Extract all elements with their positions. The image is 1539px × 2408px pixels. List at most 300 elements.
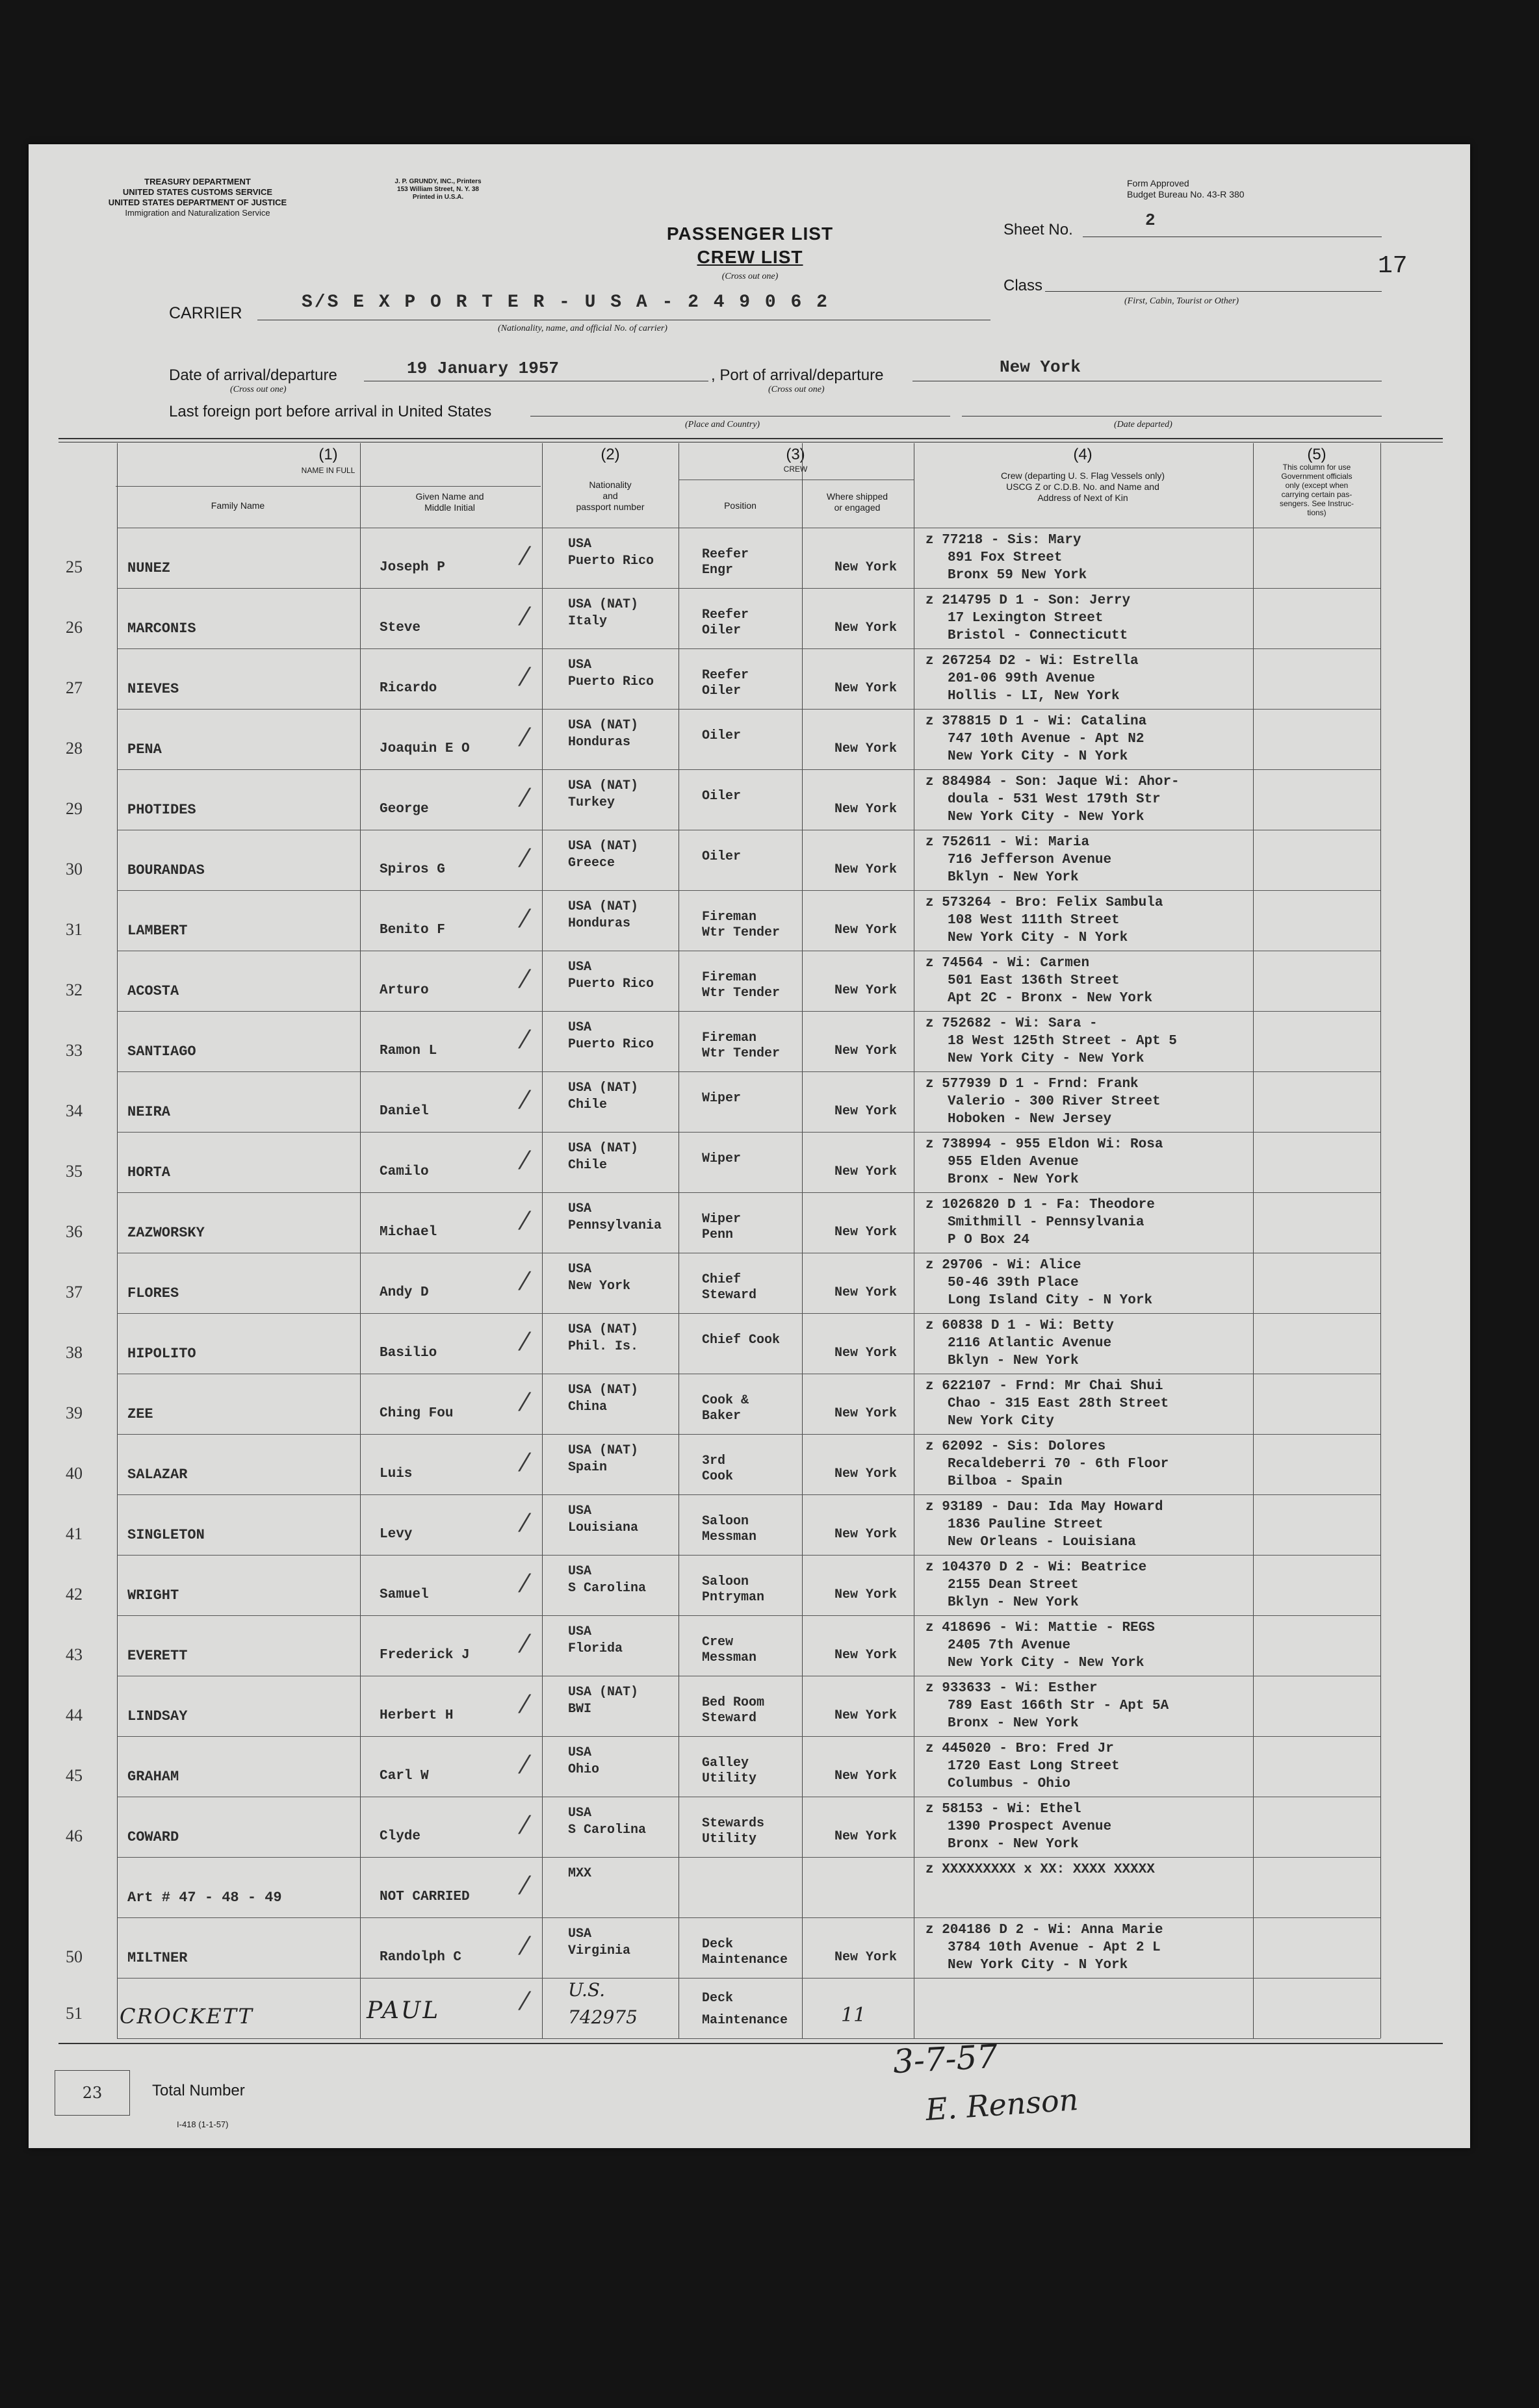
crew-kin-line: z 267254 D2 - Wi: Estrella bbox=[925, 654, 1139, 669]
checkmark: ⁄ bbox=[523, 723, 527, 752]
crew-kin-line: Bronx - New York bbox=[948, 1837, 1079, 1852]
col5-number: (5) bbox=[1307, 446, 1326, 463]
carrier-label: CARRIER bbox=[169, 304, 242, 322]
crew-kin-line: z 214795 D 1 - Son: Jerry bbox=[925, 593, 1131, 608]
crew-kin-line: Bklyn - New York bbox=[948, 870, 1079, 885]
family-name: EVERETT bbox=[127, 1648, 188, 1664]
crew-kin-line: z 62092 - Sis: Dolores bbox=[925, 1439, 1106, 1454]
position-detail: Cook bbox=[702, 1469, 734, 1484]
family-name: MARCONIS bbox=[127, 621, 196, 637]
sheet-label: Sheet No. bbox=[1003, 221, 1073, 238]
total-label: Total Number bbox=[152, 2082, 245, 2099]
where-shipped: New York bbox=[834, 1829, 898, 1844]
crew-kin-line: New York City bbox=[948, 1414, 1054, 1429]
signature-date: 3-7-57 bbox=[892, 2037, 999, 2081]
form-approved-line: Budget Bureau No. 43-R 380 bbox=[1127, 189, 1245, 199]
family-name: FLORES bbox=[127, 1285, 179, 1301]
nationality: USA bbox=[568, 1262, 592, 1277]
given-name: Benito F bbox=[380, 923, 445, 938]
crew-kin-line: z 74564 - Wi: Carmen bbox=[925, 956, 1090, 971]
crew-kin-line: P O Box 24 bbox=[948, 1233, 1030, 1248]
nationality: USA (NAT) bbox=[568, 778, 639, 793]
crew-kin-line: New York City - New York bbox=[948, 810, 1145, 825]
nationality-detail: S Carolina bbox=[568, 1581, 647, 1596]
checkmark: ⁄ bbox=[523, 1750, 527, 1779]
row-number: 51 bbox=[66, 2004, 83, 2023]
position-detail: Pntryman bbox=[702, 1590, 765, 1605]
form-approved-line: Form Approved bbox=[1127, 178, 1189, 188]
col-crew-line: USCG Z or C.D.B. No. and Name and bbox=[1006, 481, 1159, 492]
checkmark: ⁄ bbox=[523, 1025, 527, 1054]
crew-kin-line: 2116 Atlantic Avenue bbox=[948, 1336, 1112, 1351]
crew-kin-line: 1390 Prospect Avenue bbox=[948, 1819, 1112, 1834]
checkmark: ⁄ bbox=[523, 1509, 527, 1537]
position: Saloon bbox=[702, 1574, 749, 1589]
position-detail: Oiler bbox=[702, 623, 742, 638]
crew-kin-line: Columbus - Ohio bbox=[948, 1776, 1071, 1791]
position: Crew bbox=[702, 1635, 734, 1650]
crew-kin-line: z 58153 - Wi: Ethel bbox=[925, 1802, 1081, 1817]
crew-kin-line: doula - 531 West 179th Str bbox=[948, 792, 1161, 807]
nationality-detail: S Carolina bbox=[568, 1823, 647, 1838]
col-gov-line: only (except when bbox=[1285, 481, 1349, 490]
position-detail: Penn bbox=[702, 1227, 734, 1242]
crew-kin-line: Bronx 59 New York bbox=[948, 568, 1087, 583]
row-number: 32 bbox=[66, 980, 83, 999]
nationality-detail: New York bbox=[568, 1279, 631, 1294]
crew-kin-line: z 77218 - Sis: Mary bbox=[925, 533, 1081, 548]
grid-row-line bbox=[117, 1736, 1380, 1737]
row-number: 41 bbox=[66, 1524, 83, 1543]
position: Fireman bbox=[702, 910, 757, 925]
checkmark: ⁄ bbox=[523, 1086, 527, 1114]
position-detail: Messman bbox=[702, 1650, 757, 1665]
given-name: Daniel bbox=[380, 1104, 429, 1119]
position: Wiper bbox=[702, 1091, 742, 1106]
given-name: Luis bbox=[380, 1467, 413, 1481]
given-name: Basilio bbox=[380, 1346, 437, 1361]
position: Chief bbox=[702, 1272, 742, 1287]
crew-kin-line: Bklyn - New York bbox=[948, 1353, 1079, 1368]
family-name: WRIGHT bbox=[127, 1587, 179, 1604]
family-name: Art # 47 - 48 - 49 bbox=[127, 1889, 282, 1906]
nationality: MXX bbox=[568, 1866, 592, 1881]
crew-kin-line: 891 Fox Street bbox=[948, 550, 1063, 565]
col-where-shipped bbox=[802, 491, 912, 513]
crew-kin-line: 955 Elden Avenue bbox=[948, 1155, 1079, 1170]
row-number: 25 bbox=[66, 557, 83, 576]
row-number: 39 bbox=[66, 1403, 83, 1422]
port-value: New York bbox=[1000, 357, 1081, 377]
nationality: USA bbox=[568, 1020, 592, 1035]
checkmark: ⁄ bbox=[523, 1448, 527, 1477]
given-name: Ramon L bbox=[380, 1044, 437, 1058]
cross-out-note: (Cross out one) bbox=[721, 272, 779, 281]
nationality: USA bbox=[568, 1624, 592, 1639]
crew-kin-line: z 204186 D 2 - Wi: Anna Marie bbox=[925, 1923, 1163, 1938]
crew-kin-line: Recaldeberri 70 - 6th Floor bbox=[948, 1457, 1169, 1472]
place-note: (Place and Country) bbox=[685, 420, 760, 429]
crew-list-document bbox=[29, 144, 1470, 2148]
nationality-detail: Puerto Rico bbox=[568, 674, 654, 689]
checkmark: ⁄ bbox=[523, 1569, 527, 1598]
crew-kin-line: 1836 Pauline Street bbox=[948, 1517, 1104, 1532]
position-detail: Messman bbox=[702, 1530, 757, 1544]
crew-kin-line: Bilboa - Spain bbox=[948, 1474, 1063, 1489]
family-name: COWARD bbox=[127, 1829, 179, 1845]
position: 3rd bbox=[702, 1454, 726, 1468]
position: Oiler bbox=[702, 728, 742, 743]
nationality-detail: Spain bbox=[568, 1460, 608, 1475]
where-shipped: New York bbox=[834, 1406, 898, 1421]
row-number: 26 bbox=[66, 618, 83, 637]
nationality-detail: China bbox=[568, 1400, 608, 1415]
given-name: Samuel bbox=[380, 1587, 429, 1602]
nationality: USA (NAT) bbox=[568, 1322, 639, 1337]
row-number: 30 bbox=[66, 860, 83, 878]
total-count: 23 bbox=[82, 2084, 103, 2102]
nationality: USA bbox=[568, 1927, 592, 1941]
crew-kin-line: z 933633 - Wi: Esther bbox=[925, 1681, 1098, 1696]
nationality: USA bbox=[568, 1504, 592, 1518]
nationality-detail: Chile bbox=[568, 1097, 608, 1112]
checkmark: ⁄ bbox=[523, 542, 527, 570]
checkmark: ⁄ bbox=[523, 904, 527, 933]
crew-kin-line: 3784 10th Avenue - Apt 2 L bbox=[948, 1940, 1161, 1955]
crew-kin-line: 716 Jefferson Avenue bbox=[948, 852, 1112, 867]
position: Chief Cook bbox=[702, 1333, 781, 1348]
nationality-detail: Honduras bbox=[568, 735, 631, 750]
row-number: 28 bbox=[66, 739, 83, 758]
col-crew-line: Crew (departing U. S. Flag Vessels only) bbox=[1000, 470, 1165, 481]
position-detail: Wtr Tender bbox=[702, 925, 781, 940]
grid-row-line bbox=[117, 1132, 1380, 1133]
checkmark: ⁄ bbox=[523, 1987, 527, 2016]
crew-kin-line: z 60838 D 1 - Wi: Betty bbox=[925, 1318, 1114, 1333]
form-approved bbox=[1127, 178, 1245, 200]
position-detail: Utility bbox=[702, 1832, 757, 1847]
where-shipped: New York bbox=[834, 1285, 898, 1300]
grid-row-line bbox=[117, 1071, 1380, 1072]
printer-line: 153 William Street, N. Y. 38 bbox=[397, 186, 479, 193]
crew-kin-line: z 752682 - Wi: Sara - bbox=[925, 1016, 1098, 1031]
grid-row-line bbox=[117, 709, 1380, 710]
crew-kin-line: 50-46 39th Place bbox=[948, 1275, 1079, 1290]
crew-kin-line: Valerio - 300 River Street bbox=[948, 1094, 1161, 1109]
row-number: 43 bbox=[66, 1645, 83, 1664]
checkmark: ⁄ bbox=[523, 1267, 527, 1296]
family-name: HIPOLITO bbox=[127, 1346, 196, 1362]
given-name: Levy bbox=[380, 1527, 413, 1542]
crew-kin-line: Bronx - New York bbox=[948, 1716, 1079, 1731]
crew-kin-line: 501 East 136th Street bbox=[948, 973, 1120, 988]
where-shipped: New York bbox=[834, 862, 898, 877]
col-family-name: Family Name bbox=[211, 500, 265, 511]
nationality-detail: Turkey bbox=[568, 795, 615, 810]
grid-row-line bbox=[117, 1192, 1380, 1193]
where-shipped: New York bbox=[834, 1950, 898, 1965]
col2-number: (2) bbox=[601, 446, 620, 463]
checkmark: ⁄ bbox=[523, 663, 527, 691]
crew-kin-line: z 884984 - Son: Jaque Wi: Ahor- bbox=[925, 775, 1180, 789]
where-shipped: New York bbox=[834, 1225, 898, 1240]
given-name: NOT CARRIED bbox=[380, 1889, 470, 1904]
family-name: LAMBERT bbox=[127, 923, 188, 939]
family-name: SANTIAGO bbox=[127, 1044, 196, 1060]
position: Deck bbox=[702, 1937, 734, 1952]
family-name: LINDSAY bbox=[127, 1708, 188, 1724]
position: Galley bbox=[702, 1756, 749, 1771]
checkmark: ⁄ bbox=[523, 1146, 527, 1175]
crew-kin-line: New York City - N York bbox=[948, 930, 1128, 945]
crew-kin-line: New York City - New York bbox=[948, 1051, 1145, 1066]
row-number: 29 bbox=[66, 799, 83, 818]
family-name: HORTA bbox=[127, 1164, 171, 1181]
where-shipped: New York bbox=[834, 741, 898, 756]
family-name: SINGLETON bbox=[127, 1527, 205, 1543]
family-name-handwritten: CROCKETT bbox=[120, 2004, 253, 2029]
checkmark: ⁄ bbox=[523, 1932, 527, 1960]
col-gov-line: Government officials bbox=[1281, 472, 1352, 481]
crew-kin-line: z XXXXXXXXX x XX: XXXX XXXXX bbox=[925, 1862, 1155, 1877]
printer-line: J. P. GRUNDY, INC., Printers bbox=[394, 178, 482, 185]
printer-note bbox=[367, 178, 510, 201]
position-detail: Wtr Tender bbox=[702, 986, 781, 1001]
given-name: Ricardo bbox=[380, 681, 437, 696]
class-note: (First, Cabin, Tourist or Other) bbox=[1124, 296, 1239, 306]
col3-number: (3) bbox=[786, 446, 805, 463]
col-gov-line: carrying certain pas- bbox=[1281, 490, 1352, 499]
family-name: NIEVES bbox=[127, 681, 179, 697]
col1-number: (1) bbox=[318, 446, 338, 463]
nationality-detail: Louisiana bbox=[568, 1520, 639, 1535]
crew-kin-line: Chao - 315 East 28th Street bbox=[948, 1396, 1169, 1411]
given-name: Spiros G bbox=[380, 862, 445, 877]
port-cross-note: (Cross out one) bbox=[768, 385, 825, 394]
crew-kin-line: z 93189 - Dau: Ida May Howard bbox=[925, 1500, 1163, 1515]
given-name: Joseph P bbox=[380, 560, 445, 575]
col-nat-line: Nationality bbox=[589, 480, 632, 490]
row-number: 45 bbox=[66, 1766, 83, 1785]
crew-kin-line: z 104370 D 2 - Wi: Beatrice bbox=[925, 1560, 1147, 1575]
crew-kin-line: z 573264 - Bro: Felix Sambula bbox=[925, 895, 1163, 910]
col-crew-line: Address of Next of Kin bbox=[1037, 493, 1128, 503]
position: Stewards bbox=[702, 1816, 765, 1831]
crew-kin-line: New Orleans - Louisiana bbox=[948, 1535, 1136, 1550]
last-port-label: Last foreign port before arrival in United States bbox=[169, 403, 492, 420]
col3-title: CREW bbox=[783, 465, 808, 474]
row-number: 33 bbox=[66, 1041, 83, 1060]
position: Deck bbox=[702, 1991, 734, 2006]
nationality-detail: Puerto Rico bbox=[568, 1037, 654, 1052]
crew-kin-line: New York City - New York bbox=[948, 1656, 1145, 1671]
sheet-number: 2 bbox=[1145, 211, 1156, 230]
col-where-line: Where shipped bbox=[826, 491, 888, 502]
given-name: Randolph C bbox=[380, 1950, 462, 1965]
grid-row-line bbox=[117, 1615, 1380, 1616]
nationality: USA (NAT) bbox=[568, 718, 639, 733]
position-detail: Utility bbox=[702, 1771, 757, 1786]
col-gov-line: tions) bbox=[1307, 508, 1326, 517]
row-number: 38 bbox=[66, 1343, 83, 1362]
where-shipped: New York bbox=[834, 1044, 898, 1058]
position: Saloon bbox=[702, 1514, 749, 1529]
crew-kin-line: 789 East 166th Str - Apt 5A bbox=[948, 1698, 1169, 1713]
given-name: Camilo bbox=[380, 1164, 429, 1179]
grid-row-line bbox=[117, 1555, 1380, 1556]
class-label: Class bbox=[1003, 277, 1043, 294]
position-detail: Baker bbox=[702, 1409, 742, 1424]
nationality-detail: Phil. Is. bbox=[568, 1339, 639, 1354]
position: Oiler bbox=[702, 789, 742, 804]
col-gov-line: This column for use bbox=[1282, 463, 1351, 472]
nationality: USA (NAT) bbox=[568, 1443, 639, 1458]
given-name: Michael bbox=[380, 1225, 437, 1240]
position-detail: Maintenance bbox=[702, 1953, 788, 1967]
grid-column-line bbox=[117, 443, 118, 2038]
nationality: USA (NAT) bbox=[568, 839, 639, 854]
row-number: 35 bbox=[66, 1162, 83, 1181]
col-position: Position bbox=[724, 500, 757, 511]
crew-kin-line: 747 10th Avenue - Apt N2 bbox=[948, 732, 1145, 747]
crew-kin-line: 201-06 99th Avenue bbox=[948, 671, 1095, 686]
title-crew-list: CREW LIST bbox=[697, 247, 803, 267]
row-number: 46 bbox=[66, 1826, 83, 1845]
col-given-name bbox=[360, 491, 539, 513]
family-name: BOURANDAS bbox=[127, 862, 205, 878]
printer-line: Printed in U.S.A. bbox=[412, 194, 464, 201]
given-name: Andy D bbox=[380, 1285, 429, 1300]
nationality-detail: Honduras bbox=[568, 916, 631, 931]
crew-kin-line: z 418696 - Wi: Mattie - REGS bbox=[925, 1620, 1155, 1635]
checkmark: ⁄ bbox=[523, 602, 527, 631]
where-shipped: New York bbox=[834, 560, 898, 575]
position: Fireman bbox=[702, 1031, 757, 1045]
crew-kin-line: Bklyn - New York bbox=[948, 1595, 1079, 1610]
crew-kin-line: z 752611 - Wi: Maria bbox=[925, 835, 1090, 850]
nationality-detail: Florida bbox=[568, 1641, 623, 1656]
crew-kin-line: z 1026820 D 1 - Fa: Theodore bbox=[925, 1198, 1155, 1212]
col-given-line: Middle Initial bbox=[424, 502, 475, 513]
where-shipped: New York bbox=[834, 1587, 898, 1602]
where-shipped: New York bbox=[834, 1164, 898, 1179]
grid-column-line bbox=[802, 443, 803, 2038]
grid-row-line bbox=[117, 2038, 1380, 2039]
position-detail: Steward bbox=[702, 1711, 757, 1726]
family-name: ZEE bbox=[127, 1406, 153, 1422]
nationality-detail: BWI bbox=[568, 1702, 592, 1717]
crew-kin-line: z 738994 - 955 Eldon Wi: Rosa bbox=[925, 1137, 1163, 1152]
crew-kin-line: 2405 7th Avenue bbox=[948, 1638, 1071, 1653]
nationality: USA (NAT) bbox=[568, 899, 639, 914]
nationality: USA bbox=[568, 1806, 592, 1821]
nationality: USA (NAT) bbox=[568, 1383, 639, 1398]
where-shipped: New York bbox=[834, 681, 898, 696]
where-shipped: New York bbox=[834, 923, 898, 938]
crew-kin-line: z 445020 - Bro: Fred Jr bbox=[925, 1741, 1114, 1756]
nationality: USA (NAT) bbox=[568, 597, 639, 612]
col1-title: NAME IN FULL bbox=[301, 466, 356, 475]
crew-kin-line: Bristol - Connecticutt bbox=[948, 628, 1128, 643]
nationality: USA bbox=[568, 1201, 592, 1216]
row-number: 42 bbox=[66, 1585, 83, 1604]
position-detail: Steward bbox=[702, 1288, 757, 1303]
grid-column-line bbox=[1380, 443, 1381, 2038]
where-shipped: New York bbox=[834, 1708, 898, 1723]
position: Wiper bbox=[702, 1212, 742, 1227]
crew-kin-line: Hollis - LI, New York bbox=[948, 689, 1120, 704]
grid-row-line bbox=[117, 1434, 1380, 1435]
row-number: 34 bbox=[66, 1101, 83, 1120]
family-name: MILTNER bbox=[127, 1950, 188, 1966]
row-number: 44 bbox=[66, 1706, 83, 1724]
crew-kin-line: z 378815 D 1 - Wi: Catalina bbox=[925, 714, 1147, 729]
position-detail: Oiler bbox=[702, 684, 742, 698]
nationality: USA bbox=[568, 537, 592, 552]
family-name: ZAZWORSKY bbox=[127, 1225, 205, 1241]
col-nat-line: and bbox=[602, 491, 618, 501]
grid-row-line bbox=[117, 769, 1380, 770]
nationality: USA (NAT) bbox=[568, 1081, 639, 1095]
dept-line: UNITED STATES DEPARTMENT OF JUSTICE bbox=[108, 198, 287, 207]
dept-line: Immigration and Naturalization Service bbox=[125, 208, 270, 218]
crew-kin-line: 2155 Dean Street bbox=[948, 1578, 1079, 1593]
port-label: , Port of arrival/departure bbox=[711, 366, 884, 384]
col-government bbox=[1253, 463, 1380, 517]
grid-column-line bbox=[360, 443, 361, 2038]
nationality: USA (NAT) bbox=[568, 1685, 639, 1700]
nationality-detail: Ohio bbox=[568, 1762, 600, 1777]
dept-line: TREASURY DEPARTMENT bbox=[144, 177, 251, 186]
col-given-line: Given Name and bbox=[415, 491, 484, 502]
grid-row-line bbox=[117, 1917, 1380, 1918]
date-cross-note: (Cross out one) bbox=[230, 385, 287, 394]
crew-kin-line: Hoboken - New Jersey bbox=[948, 1112, 1112, 1127]
where-shipped-handwritten: 11 bbox=[841, 2004, 866, 2027]
corner-number: 17 bbox=[1378, 252, 1408, 280]
grid-row-line bbox=[117, 588, 1380, 589]
form-number: I-418 (1-1-57) bbox=[177, 2120, 229, 2129]
nationality-detail: Greece bbox=[568, 856, 615, 871]
where-shipped: New York bbox=[834, 983, 898, 998]
checkmark: ⁄ bbox=[523, 1871, 527, 1900]
date-label: Date of arrival/departure bbox=[169, 366, 337, 384]
given-name: Ching Fou bbox=[380, 1406, 454, 1421]
nationality-detail: Italy bbox=[568, 614, 608, 629]
family-name: NEIRA bbox=[127, 1104, 171, 1120]
where-shipped: New York bbox=[834, 1527, 898, 1542]
date-departed-note: (Date departed) bbox=[1114, 420, 1172, 429]
given-name: Frederick J bbox=[380, 1648, 470, 1663]
checkmark: ⁄ bbox=[523, 1388, 527, 1416]
where-shipped: New York bbox=[834, 1769, 898, 1784]
where-shipped: New York bbox=[834, 1648, 898, 1663]
given-name: George bbox=[380, 802, 429, 817]
position: Reefer bbox=[702, 608, 749, 622]
position: Reefer bbox=[702, 668, 749, 683]
nationality: USA bbox=[568, 658, 592, 672]
where-shipped: New York bbox=[834, 802, 898, 817]
crew-kin-line: Apt 2C - Bronx - New York bbox=[948, 991, 1153, 1006]
checkmark: ⁄ bbox=[523, 784, 527, 812]
row-number: 37 bbox=[66, 1283, 83, 1301]
given-name: Arturo bbox=[380, 983, 429, 998]
position: Oiler bbox=[702, 849, 742, 864]
carrier-value: S/S E X P O R T E R - U S A - 2 4 9 0 6 2 bbox=[302, 292, 829, 313]
family-name: ACOSTA bbox=[127, 983, 179, 999]
row-number: 40 bbox=[66, 1464, 83, 1483]
checkmark: ⁄ bbox=[523, 1690, 527, 1719]
